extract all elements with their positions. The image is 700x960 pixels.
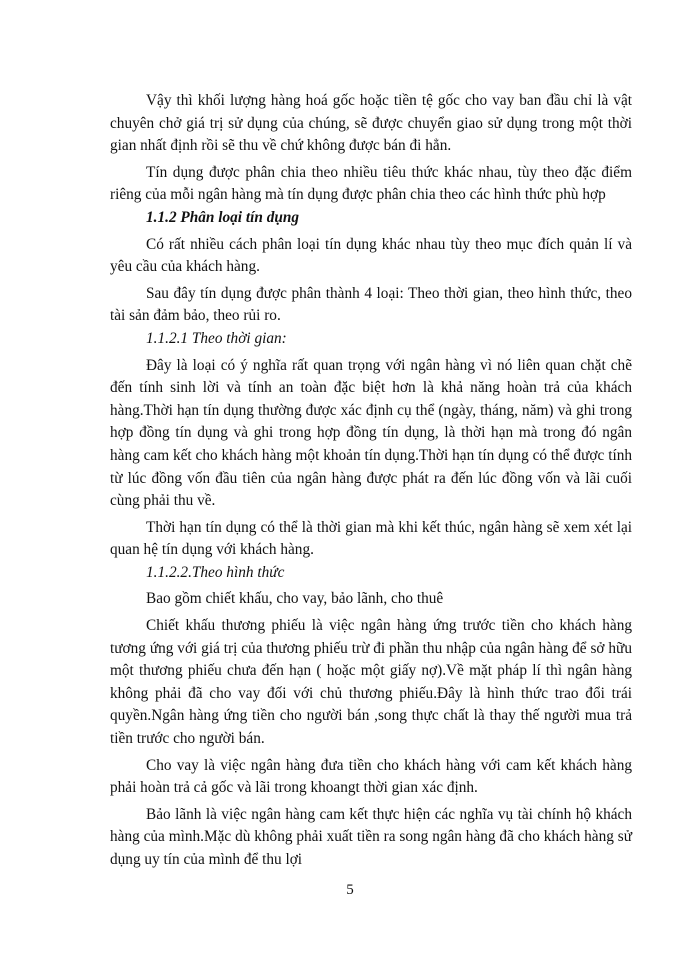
paragraph-loan: Cho vay là việc ngân hàng đưa tiền cho khách hàng với cam kết khách hàng phải hoàn trả cả gốc và lãi trong khoangt thời gian xác định. (110, 756, 632, 797)
paragraph-classification-criteria: Tín dụng được phân chia theo nhiều tiêu thức khác nhau, tùy theo đặc điểm riêng của mỗi ngân hàng mà tín dụng được phân chia theo các hình thức phù hợp (110, 163, 632, 204)
subheading-by-form: 1.1.2.2.Theo hình thức (146, 563, 285, 581)
paragraph-four-types: Sau đây tín dụng được phân thành 4 loại: Theo thời gian, theo hình thức, theo tài sản đảm bảo, theo rủi ro. (110, 284, 632, 325)
subheading-by-time: 1.1.2.1 Theo thời gian: (146, 329, 287, 347)
paragraph-intro: Vậy thì khối lượng hàng hoá gốc hoặc tiền tệ gốc cho vay ban đầu chỉ là vật chuyên chở giá trị sử dụng của chúng, sẽ được chuyển giao sử dụng trong một thời gian nhất định rồi sẽ thu về chứ không được bán đi hẳn. (110, 92, 632, 155)
page-number: 5 (346, 882, 354, 898)
paragraph-time-review: Thời hạn tín dụng có thể là thời gian mà khi kết thúc, ngân hàng sẽ xem xét lại quan hệ tín dụng với khách hàng. (110, 518, 632, 559)
paragraph-many-methods: Có rất nhiều cách phân loại tín dụng khác nhau tùy theo mục đích quản lí và yêu cầu của khách hàng. (110, 235, 632, 276)
paragraph-form-list: Bao gồm chiết khấu, cho vay, bảo lãnh, cho thuê (146, 590, 444, 608)
paragraph-time-importance: Đây là loại có ý nghĩa rất quan trọng với ngân hàng vì nó liên quan chặt chẽ đến tính sinh lời và tính an toàn đặc biệt hơn là khả năng hoàn trả của khách hàng.Thời hạn tín dụng thường được xác định cụ thể (ngày, tháng, năm) và ghi trong hợp đồng tín dụng và ghi trong hợp đồng tín dụng, là thời hạn mà trong đó ngân hàng cam kết cho khách hàng một khoản tín dụng.Thời hạn tín dụng có thể được tính từ lúc đồng vốn đầu tiên của ngân hàng được phát ra đến lúc đồng vốn và lãi cuối cùng phải thu về. (110, 356, 632, 510)
section-heading-credit-classification: 1.1.2 Phân loại tín dụng (146, 208, 300, 226)
paragraph-guarantee: Bảo lãnh là việc ngân hàng cam kết thực hiện các nghĩa vụ tài chính hộ khách hàng của mình.Mặc dù không phải xuất tiền ra song ngân hàng đã cho khách hàng sử dụng uy tín của mình để thu lợi (110, 805, 632, 868)
paragraph-discount: Chiết khấu thương phiếu là việc ngân hàng ứng trước tiền cho khách hàng tương ứng với giá trị của thương phiếu trừ đi phần thu nhập của ngân hàng để sở hữu một thương phiếu chưa đến hạn ( hoặc một giấy nợ).Về mặt pháp lí thì ngân hàng không phải đã cho vay đối với chủ thương phiếu.Đây là hình thức trao đổi trái quyền.Ngân hàng ứng tiền cho người bán ,song thực chất là thay thế người mua trả tiền trước cho người bán. (110, 617, 632, 748)
page-body (110, 90, 632, 872)
